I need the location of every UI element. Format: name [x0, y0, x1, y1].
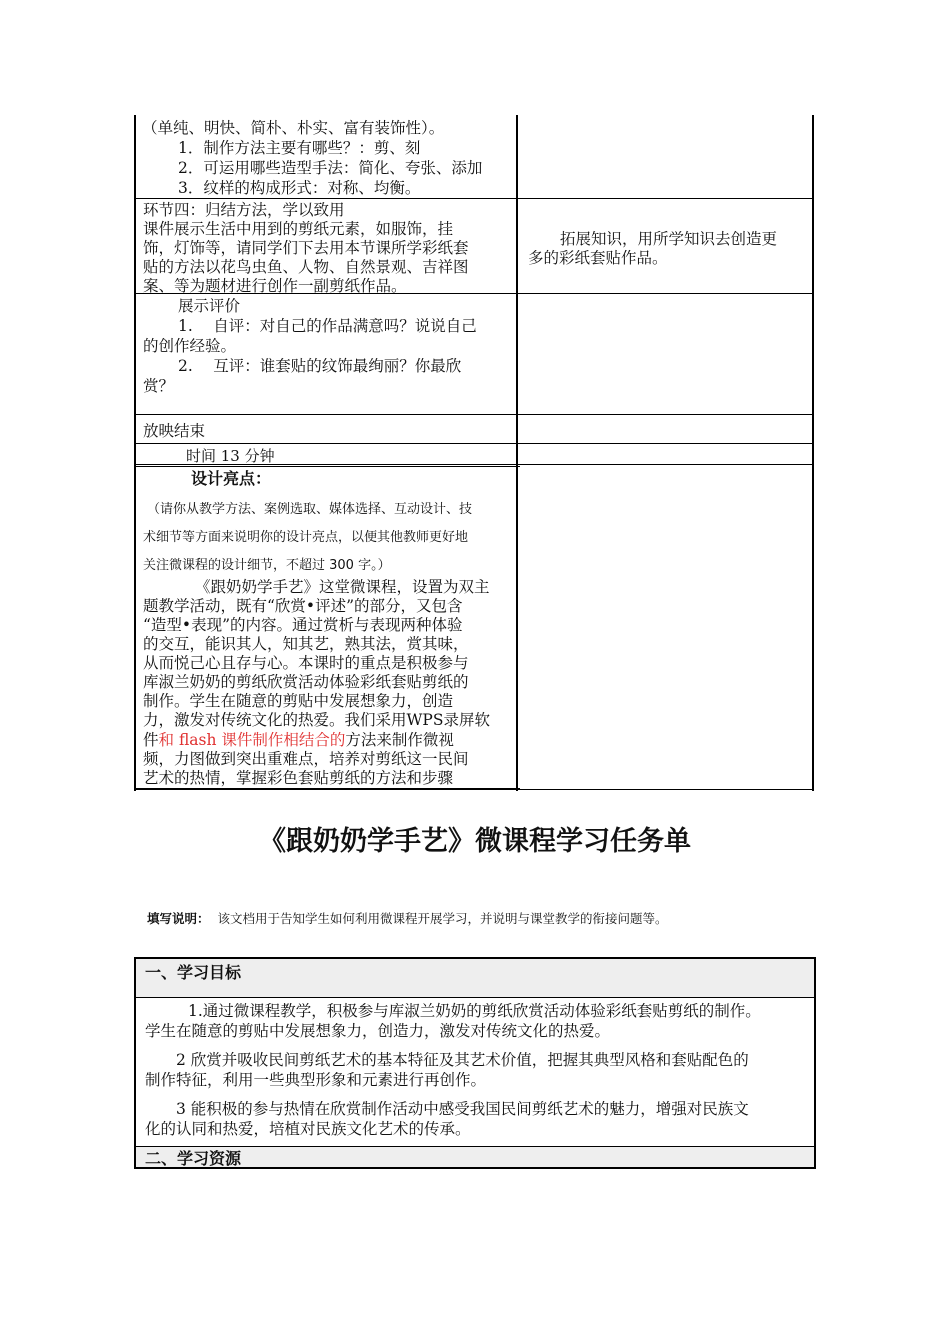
- design-body-line-6: 制作。学生在随意的剪贴中发展想象力，创造: [143, 692, 454, 710]
- duration-label: 时间 13 分钟: [186, 447, 275, 465]
- goal-2-line-0: 2 欣赏并吸收民间剪纸艺术的基本特征及其艺术价值，把握其典型风格和套贴配色的: [176, 1051, 749, 1069]
- row2-line-2: 饰，灯饰等，请同学们下去用本节课所学彩纸套: [143, 239, 469, 257]
- goal-3-line-1: 化的认同和热爱，培植对民族文化艺术的传承。: [145, 1120, 471, 1138]
- mixed-pre: 件: [143, 731, 159, 749]
- row3-line-0: 展示评价: [178, 297, 241, 315]
- page-title: 《跟奶奶学手艺》微课程学习任务单: [259, 826, 691, 857]
- design-body-mixed-line: [143, 731, 454, 750]
- row3-line-2: 的创作经验。: [143, 337, 237, 355]
- instructions-text: 该文档用于告知学生如何利用微课程开展学习，并说明与课堂教学的衔接问题等。: [217, 911, 668, 926]
- row1-line-2: 2．可运用哪些造型手法：简化、夸张、添加: [178, 159, 483, 177]
- design-note-line-2: 关注微课程的设计细节，不超过 300 字。）: [143, 558, 391, 573]
- red-highlight-text: 和 flash 课件制作相结合的: [158, 731, 346, 749]
- design-body-line-4: 从而悦己心且存与心。本课时的重点是积极参与: [143, 654, 469, 672]
- design-note-line-1: 术细节等方面来说明你的设计亮点，以便其他教师更好地: [143, 530, 469, 545]
- design-body-tail-1: 艺术的热情，掌握彩色套贴剪纸的方法和步骤: [143, 769, 454, 787]
- row3-line-1: 1. 自评：对自己的作品满意吗？说说自己: [178, 317, 477, 335]
- row1-line-1: 1．制作方法主要有哪些？：剪、刻: [178, 139, 421, 157]
- goal-2-line-1: 制作特征，利用一些典型形象和元素进行再创作。: [145, 1071, 487, 1089]
- row2-line-0: 环节四：归结方法，学以致用: [143, 201, 345, 219]
- row2-line-4: 案、等为题材进行创作一副剪纸作品。: [143, 277, 407, 295]
- goal-1-line-0: 1.通过微课程教学，积极参与库淑兰奶奶的剪纸欣赏活动体验彩纸套贴剪纸的制作。: [188, 1002, 761, 1020]
- learning-goals-heading: 一、学习目标: [145, 963, 242, 982]
- design-body-line-0: 《跟奶奶学手艺》这堂微课程，设置为双主: [195, 578, 490, 596]
- fill-instructions: [147, 910, 667, 928]
- row3-line-3: 2. 互评：谁套贴的纹饰最绚丽？你最欣: [178, 357, 462, 375]
- design-body-line-1: 题教学活动，既有“欣赏•评述”的部分，又包含: [143, 597, 463, 615]
- row3-line-4: 赏？: [143, 377, 175, 395]
- row1-line-3: 3．纹样的构成形式：对称、均衡。: [178, 179, 421, 197]
- design-highlights-heading: 设计亮点：: [191, 469, 272, 488]
- design-body-line-5: 库淑兰奶奶的剪纸欣赏活动体验彩纸套贴剪纸的: [143, 673, 469, 691]
- instructions-label: 填写说明：: [147, 911, 210, 926]
- playback-end-label: 放映结束: [143, 422, 206, 440]
- goal-3-line-0: 3 能积极的参与热情在欣赏制作活动中感受我国民间剪纸艺术的魅力，增强对民族文: [176, 1100, 749, 1118]
- row2-right-line-0: 拓展知识，用所学知识去创造更: [560, 230, 778, 248]
- design-body-line-2: “造型•表现”的内容。通过赏析与表现两种体验: [143, 616, 463, 634]
- goal-1-line-1: 学生在随意的剪贴中发展想象力，创造力，激发对传统文化的热爱。: [145, 1022, 611, 1040]
- learning-resources-heading: 二、学习资源: [145, 1149, 242, 1168]
- mixed-post: 方法来制作微视: [345, 731, 454, 749]
- design-body-line-3: 的交互，能识其人，知其艺，熟其法，赏其味，: [143, 635, 469, 653]
- row2-line-1: 课件展示生活中用到的剪纸元素，如服饰，挂: [143, 220, 454, 238]
- row2-line-3: 贴的方法以花鸟虫鱼、人物、自然景观、吉祥图: [143, 258, 469, 276]
- design-note-line-0: （请你从教学方法、案例选取、媒体选择、互动设计、技: [147, 502, 473, 517]
- row2-right-line-1: 多的彩纸套贴作品。: [528, 249, 668, 267]
- row1-line-0: （单纯、明快、简朴、朴实、富有装饰性）。: [142, 119, 445, 137]
- design-body-tail-0: 频，力图做到突出重难点，培养对剪纸这一民间: [143, 750, 469, 768]
- design-body-line-7: 力，激发对传统文化的热爱。我们采用WPS录屏软: [143, 711, 490, 729]
